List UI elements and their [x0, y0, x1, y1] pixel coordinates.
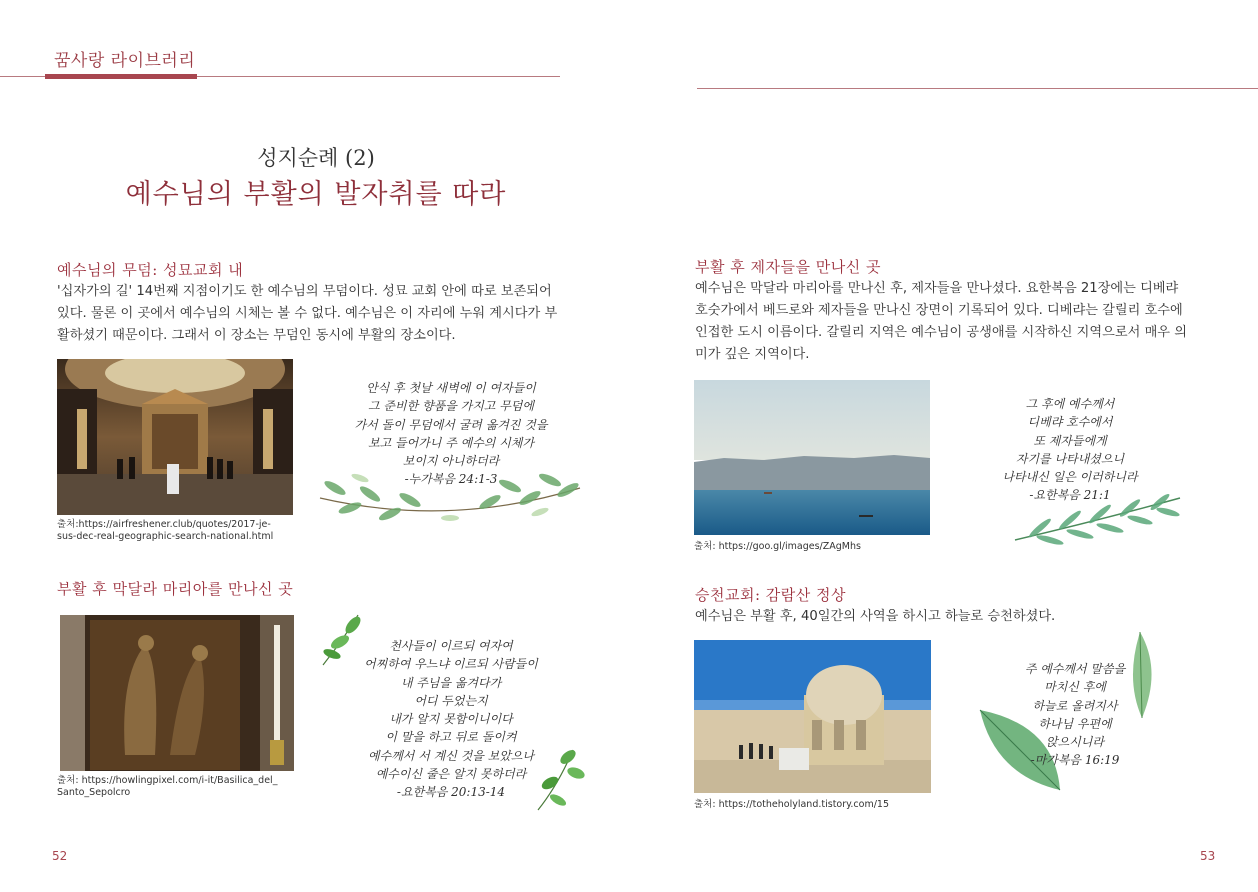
church-interior-photo: [57, 359, 293, 515]
section-heading-mary: 부활 후 막달라 마리아를 만나신 곳: [57, 580, 294, 598]
article-subtitle: 성지순례 (2): [257, 146, 375, 170]
section-heading-tomb: 예수님의 무덤: 성묘교회 내: [57, 261, 244, 279]
caption-line: 출처: https://howlingpixel.com/i-it/Basilica_del_: [57, 775, 278, 786]
quote-reference: -누가복음 24:1-3: [404, 472, 498, 487]
caption-line: 출처:https://airfreshener.club/quotes/2017-je-: [57, 519, 271, 530]
body-line: 호숫가에서 베드로와 제자들을 만나신 장면이 기록되어 있다. 디베랴는 갈릴리 호수에: [695, 303, 1183, 318]
body-line: 활하셨기 때문이다. 그래서 이 장소는 무덤인 동시에 부활의 장소이다.: [57, 328, 456, 343]
leaf-wreath-icon: [310, 458, 590, 530]
scripture-quote-john21: [965, 395, 1175, 505]
section-body-disciples: [695, 278, 1225, 366]
body-line: 인접한 도시 이름이다. 갈릴리 지역은 예수님이 공생애를 시작하신 지역으로서 매우 의: [695, 325, 1187, 340]
header-rule-right: [697, 88, 1258, 89]
quote-line: 마치신 후에: [1044, 680, 1106, 695]
quote-line: 이 말을 하고 뒤로 돌이켜: [385, 730, 517, 745]
quote-line: 그 후에 예수께서: [1025, 397, 1115, 411]
photo-caption-tomb: [57, 519, 297, 543]
photo-caption-ascension: 출처: https://totheholyland.tistory.com/15: [694, 799, 890, 810]
quote-line: 디베랴 호수에서: [1027, 415, 1113, 430]
body-line: 미가 깊은 지역이다.: [695, 347, 810, 362]
quote-reference: -마가복음 16:19: [1030, 753, 1120, 768]
quote-line: 내가 알지 못함이니이다: [389, 712, 513, 727]
caption-line: sus-dec-real-geographic-search-national.html: [57, 531, 274, 542]
quote-line: 나타내신 일은 이러하니라: [1002, 470, 1138, 485]
quote-line: 주 예수께서 말씀을: [1024, 662, 1126, 676]
page-number-right: 53: [1200, 849, 1216, 863]
quote-line: 내 주님을 옮겨다가: [400, 675, 502, 690]
quote-line: 어디 두었는지: [414, 693, 488, 708]
quote-line: 앉으시니라: [1046, 735, 1104, 750]
library-name: 꿈사랑 라이브러리: [54, 51, 196, 71]
bronze-relief-photo: [60, 615, 294, 771]
section-heading-disciples: 부활 후 제자들을 만나신 곳: [695, 258, 881, 276]
photo-caption-galilee: 출처: https://goo.gl/images/ZAgMhs: [694, 541, 861, 552]
quote-line: 예수께서 서 계신 것을 보았으나: [368, 748, 534, 763]
chapel-of-ascension-photo: [694, 640, 931, 793]
quote-line: 또 제자들에게: [1033, 433, 1107, 448]
quote-line: 안식 후 첫날 새벽에 이 여자들이: [366, 381, 536, 395]
body-line: 예수님은 막달라 마리아를 만나신 후, 제자들을 만나셨다. 요한복음 21장에는 디베랴: [695, 281, 1179, 296]
article-title: 예수님의 부활의 발자취를 따라: [125, 179, 507, 210]
quote-reference: -요한복음 20:13-14: [396, 785, 506, 800]
sea-of-galilee-photo: [694, 380, 930, 535]
section-heading-ascension: 승천교회: 감람산 정상: [695, 586, 847, 604]
quote-line: 자기를 나타내셨으니: [1015, 451, 1125, 466]
leaf-sprig-icon: [528, 745, 588, 815]
body-line: 있다. 물론 이 곳에서 예수님의 시체는 볼 수 없다. 예수님은 이 자리에 누워 계시다가 부: [57, 306, 558, 321]
caption-line: Santo_Sepolcro: [57, 787, 131, 798]
section-body-tomb: [57, 281, 587, 347]
quote-line: 보이지 아니하더라: [402, 454, 500, 469]
photo-caption-mary: [57, 775, 297, 799]
section-body-ascension: [695, 606, 1225, 628]
quote-line: 하늘로 올려지사: [1032, 698, 1118, 713]
header-accent-bar: [45, 74, 197, 79]
quote-line: 가서 돌이 무덤에서 굴려 옮겨진 것을: [354, 417, 548, 432]
quote-line: 어찌하여 우느냐 이르되 사람들이: [364, 657, 538, 672]
page-number-left: 52: [52, 849, 68, 863]
quote-reference: -요한복음 21:1: [1029, 488, 1111, 503]
body-line: '십자가의 길' 14번째 지점이기도 한 예수님의 무덤이다. 성묘 교회 안에 따로 보존되어: [57, 284, 552, 299]
scripture-quote-mark16: [990, 660, 1160, 770]
quote-line: 보고 들어가니 주 예수의 시체가: [368, 435, 534, 450]
quote-line: 그 준비한 향품을 가지고 무덤에: [368, 399, 534, 414]
palm-branch-icon: [1010, 490, 1185, 550]
quote-line: 예수이신 줄은 알지 못하더라: [375, 767, 527, 782]
quote-line: 천사들이 이르되 여자여: [389, 639, 513, 653]
body-line: 예수님은 부활 후, 40일간의 사역을 하시고 하늘로 승천하셨다.: [695, 609, 1056, 624]
quote-line: 하나님 우편에: [1038, 716, 1112, 731]
